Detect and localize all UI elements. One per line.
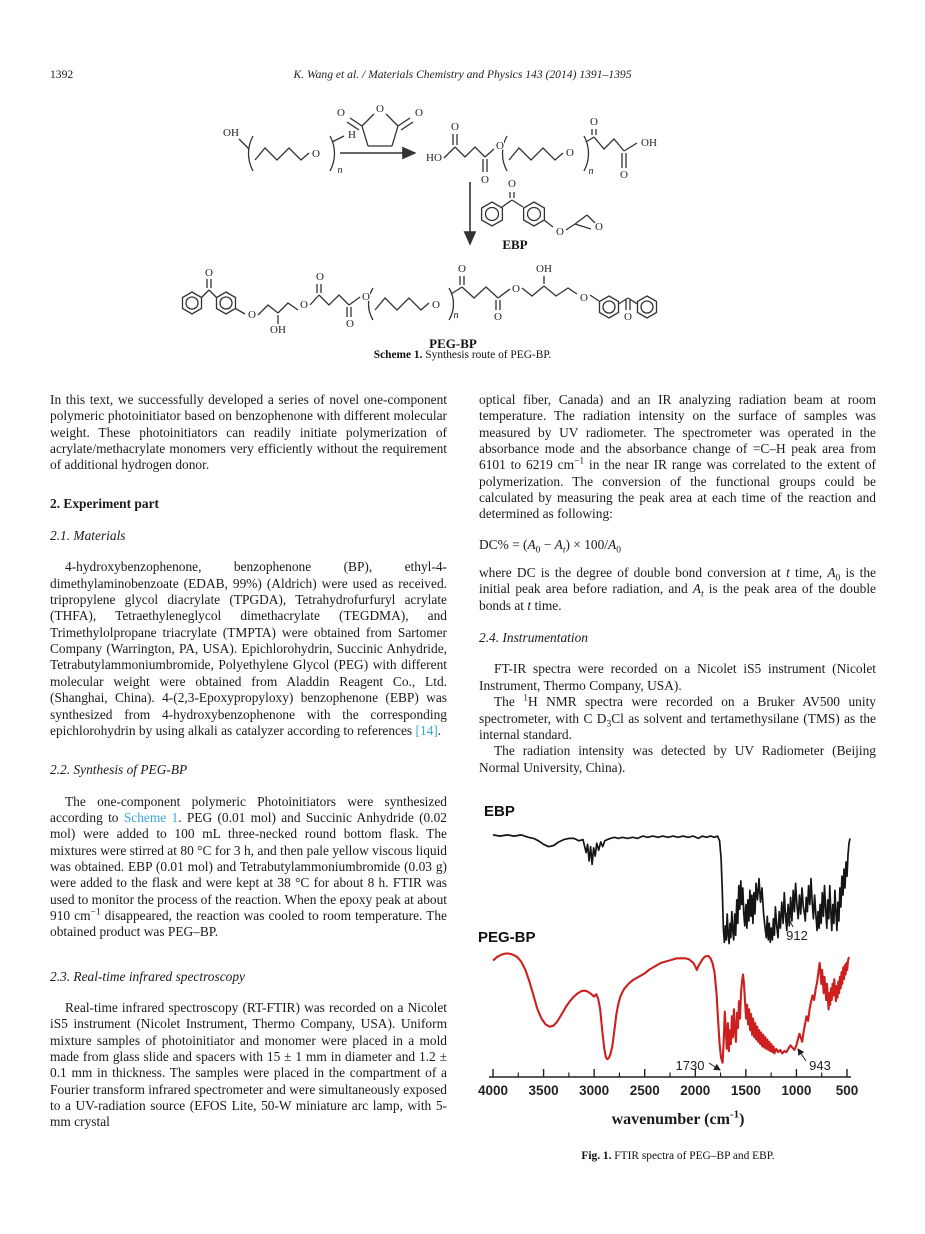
text-run: t	[786, 565, 790, 581]
text-run: 4-hydroxybenzophenone, benzophenone (BP), ethyl-4-dimethylaminobenzoate (EDAB, 99%) (Aldrich) were used as received. tripropylene glycol diacrylate (TPGDA), Tetrahydrofurfuryl acrylate (THFA), Tetraethyleneglycol dimethacrylate (TEGDMA), and Trimethylolpropane triacrylate (TMPTA) were obtained from Sartomer Company (Warrington, PA, USA). Epichlorohydrin, Succinic Anhydride, Tetrabutylammoniumbromide, Polyethylene Glycol (PEG) with different molecular weight were obtained from Aladdin Reagent Co., Ltd. (Shanghai, China). 4-(2,3-Epoxypropyloxy) benzophenone (EBP) was synthesized from 4-hydroxybenzophenone with the corresponding epichlorohydrin by using alkali as catalyzer according to references	[50, 559, 447, 738]
section-2-heading: 2. Experiment part	[50, 495, 159, 511]
text-run: . PEG (0.01 mol) and Succinic Anhydride (0.02 mol) were added to 100 mL three-necked round bottom flask. The mixtures were stirred at 80 °C for 3 h, and then pale yellow viscous liquid was obtained. EBP (0.01 mol) and Tetrabutylammoniumbromide (0.03 g) were added to the flask and were kept at 38 °C for about 8 h. FTIR was used to monitor the process of the reaction. When the epoxy peak at about 910 cm	[50, 809, 447, 923]
structure-name-label: EBP	[502, 237, 528, 252]
text-run: −1	[90, 907, 101, 918]
text-run: is the initial peak area before radiation, and	[479, 565, 876, 597]
text-run: 3	[606, 719, 612, 730]
atom-label: O	[556, 226, 564, 238]
formula-explain-paragraph	[479, 565, 876, 614]
text-run: 0	[835, 573, 841, 584]
text-run: -1	[729, 1108, 740, 1121]
section-21-heading: 2.1. Materials	[50, 528, 126, 544]
text-run: Cl as solvent and tertamethysilane (TMS) as the internal standard.	[479, 710, 876, 742]
scheme-caption-label: Scheme 1.	[373, 349, 423, 361]
annotation-label: 912	[786, 928, 808, 943]
atom-label: O	[624, 311, 632, 323]
intro-paragraph	[50, 392, 447, 474]
atom-label: O	[595, 221, 603, 233]
series-label-peg-bp: PEG-BP	[478, 929, 536, 946]
figure-caption	[478, 1150, 878, 1162]
text-run: where DC is the degree of double bond conversion at	[479, 565, 787, 581]
optics-paragraph	[479, 392, 876, 523]
text-run: Real-time infrared spectroscopy (RT-FTIR) was recorded on a Nicolet iS5 instrument (Nicolet Instrument, Thermo Company, USA). Uniform mixture samples of photoinitiator and monomer were placed in a mold made from glass slide and spacers with 15 ± 1 mm in diameter and 1.2 ± 0.1 mm in thickness. The samples were placed in the compartment of a Fourier transform infrared spectrometer and were simultaneously exposed to a UV-radiation source (EFOS Lite, 50-W miniature arc lamp, with 5-mm crystal	[50, 999, 447, 1130]
text-run: t	[562, 545, 566, 556]
peak-annotations	[676, 913, 831, 1073]
atom-label: n	[588, 166, 594, 177]
reference-14-link[interactable]: [14]	[415, 722, 438, 738]
right-column	[479, 392, 876, 776]
atom-label: O	[248, 309, 256, 321]
atom-label: O	[346, 318, 354, 330]
atom-label: O	[205, 267, 213, 279]
series-label-ebp: EBP	[484, 803, 515, 820]
dc-formula	[479, 536, 876, 556]
spectrum-curve-peg-bp	[493, 954, 849, 1063]
text-run: A	[827, 565, 836, 581]
ftir-paragraph	[479, 661, 876, 694]
text-run: is the peak area of the double bonds at	[479, 581, 876, 613]
atom-label: O	[432, 299, 440, 311]
synthesis-paragraph	[50, 794, 447, 941]
atom-label: O	[508, 178, 516, 190]
tick-label: 2000	[680, 1083, 711, 1098]
text-run: t	[700, 590, 704, 601]
atom-label: O	[494, 311, 502, 323]
text-run: A	[554, 536, 563, 552]
text-run: in the near IR range was correlated to the extent of polymerization. The conversion of the functional groups could be calculated by measuring the peak area at each time of the reaction and determined as following:	[479, 457, 876, 522]
text-run: The radiation intensity was detected by UV Radiometer (Beijing Normal University, China).	[479, 743, 876, 775]
rtftir-paragraph	[50, 1000, 447, 1131]
page-number: 1392	[50, 68, 74, 81]
text-run: A	[692, 581, 701, 597]
scheme-1-figure	[112, 96, 812, 348]
atom-label: OH	[270, 324, 286, 336]
series-labels	[478, 803, 536, 946]
atom-label: n	[337, 165, 343, 176]
figure-1	[478, 799, 878, 1162]
text-run: In this text, we successfully developed a series of novel one-component polymeric photoinitiator based on benzophenone with different molecular weight. These photoinitiators can readily initiate polymerization of acrylate/methacrylate monomers very efficiently without the requirement of additional hydrogen donor.	[50, 392, 447, 473]
atom-label: OH	[223, 127, 239, 139]
ftir-spectra-plot	[478, 799, 878, 1101]
text-run: disappeared, the reaction was cooled to room temperature. The obtained product was PEG–BP.	[50, 907, 448, 940]
scheme-1-drawing	[112, 96, 812, 348]
text-run: The	[494, 694, 524, 710]
materials-paragraph	[50, 559, 447, 739]
figure-caption-label: Fig. 1.	[581, 1150, 612, 1162]
tick-label: 500	[835, 1083, 859, 1098]
tick-label: 2500	[629, 1083, 660, 1098]
tick-label: 1500	[730, 1083, 761, 1098]
atom-label: O	[337, 107, 345, 119]
atom-label: H	[348, 129, 356, 141]
atom-label: HO	[426, 152, 442, 164]
text-run: The one-component polymeric Photoinitiators were synthesized according to	[50, 793, 447, 825]
scheme-caption-text: Synthesis route of PEG-BP.	[422, 349, 552, 361]
atom-label: O	[512, 283, 520, 295]
atom-label: O	[496, 140, 504, 152]
figure-caption-text: FTIR spectra of PEG–BP and EBP.	[611, 1150, 775, 1162]
atom-label: O	[376, 103, 384, 115]
atom-label: n	[453, 310, 459, 321]
radiometer-paragraph	[479, 743, 876, 776]
tick-label: 4000	[478, 1083, 509, 1098]
atom-label: OH	[536, 263, 552, 275]
scheme-caption	[0, 349, 925, 361]
tick-label: 1000	[781, 1083, 812, 1098]
annotation-arrow	[798, 1049, 806, 1061]
atom-label: O	[620, 169, 628, 181]
left-column	[50, 392, 447, 1131]
atom-label: O	[362, 291, 370, 303]
text-run: H NMR spectra were recorded on a Bruker AV500 unity spectrometer, with C D	[479, 694, 876, 726]
scheme-1-link[interactable]: Scheme 1	[123, 809, 179, 825]
atom-label: O	[415, 107, 423, 119]
x-axis-title	[478, 1108, 878, 1129]
text-run: t	[527, 597, 532, 613]
atom-label: O	[566, 147, 574, 159]
annotation-label: 1730	[675, 1058, 705, 1073]
tick-label: 3000	[579, 1083, 610, 1098]
text-run: 0	[616, 545, 621, 556]
atom-label: O	[481, 174, 489, 186]
text-run: )	[739, 1111, 745, 1128]
text-run: ) × 100/	[565, 536, 608, 552]
atom-label: O	[300, 299, 308, 311]
text-run: time,	[789, 565, 828, 581]
section-23-heading: 2.3. Real-time infrared spectroscopy	[50, 968, 245, 984]
text-run: A	[608, 536, 617, 552]
text-run: 1	[523, 693, 529, 704]
running-head: K. Wang et al. / Materials Chemistry and Physics 143 (2014) 1391–1395	[293, 68, 632, 81]
atom-label: O	[312, 148, 320, 160]
atom-label: O	[451, 121, 459, 133]
tick-label: 3500	[528, 1083, 559, 1098]
text-run: time.	[531, 597, 562, 613]
text-run: FT-IR spectra were recorded on a Nicolet iS5 instrument (Nicolet Instrument, Thermo Company, USA).	[479, 661, 876, 693]
page-header	[0, 68, 925, 84]
text-run: optical fiber, Canada) and an IR analyzing radiation beam at room temperature. The radiation intensity on the surface of samples was measured by UV radiometer. The spectrometer was operated in the absorbance mode and the absorbance change of =C–H peak area from 6101 to 6219 cm	[479, 392, 876, 473]
atom-label: O	[580, 292, 588, 304]
text-run: DC% = (	[479, 536, 528, 552]
spectra-curves	[493, 835, 850, 1063]
x-axis	[478, 1069, 858, 1098]
text-run: −1	[574, 456, 585, 467]
atom-label: O	[590, 116, 598, 128]
text-run: .	[437, 722, 442, 738]
text-run: wavenumber (cm	[611, 1111, 730, 1128]
nmr-paragraph	[479, 694, 876, 743]
atom-label: O	[458, 263, 466, 275]
section-24-heading: 2.4. Instrumentation	[479, 630, 588, 646]
section-22-heading: 2.2. Synthesis of PEG-BP	[50, 762, 188, 778]
text-run: A	[527, 536, 536, 552]
text-run: 0	[535, 545, 541, 556]
structure-name-label: PEG-BP	[429, 336, 477, 348]
atom-label: O	[316, 271, 324, 283]
annotation-arrow	[709, 1063, 720, 1070]
atom-label: OH	[641, 137, 657, 149]
annotation-label: 943	[809, 1058, 831, 1073]
text-run: −	[540, 536, 555, 552]
